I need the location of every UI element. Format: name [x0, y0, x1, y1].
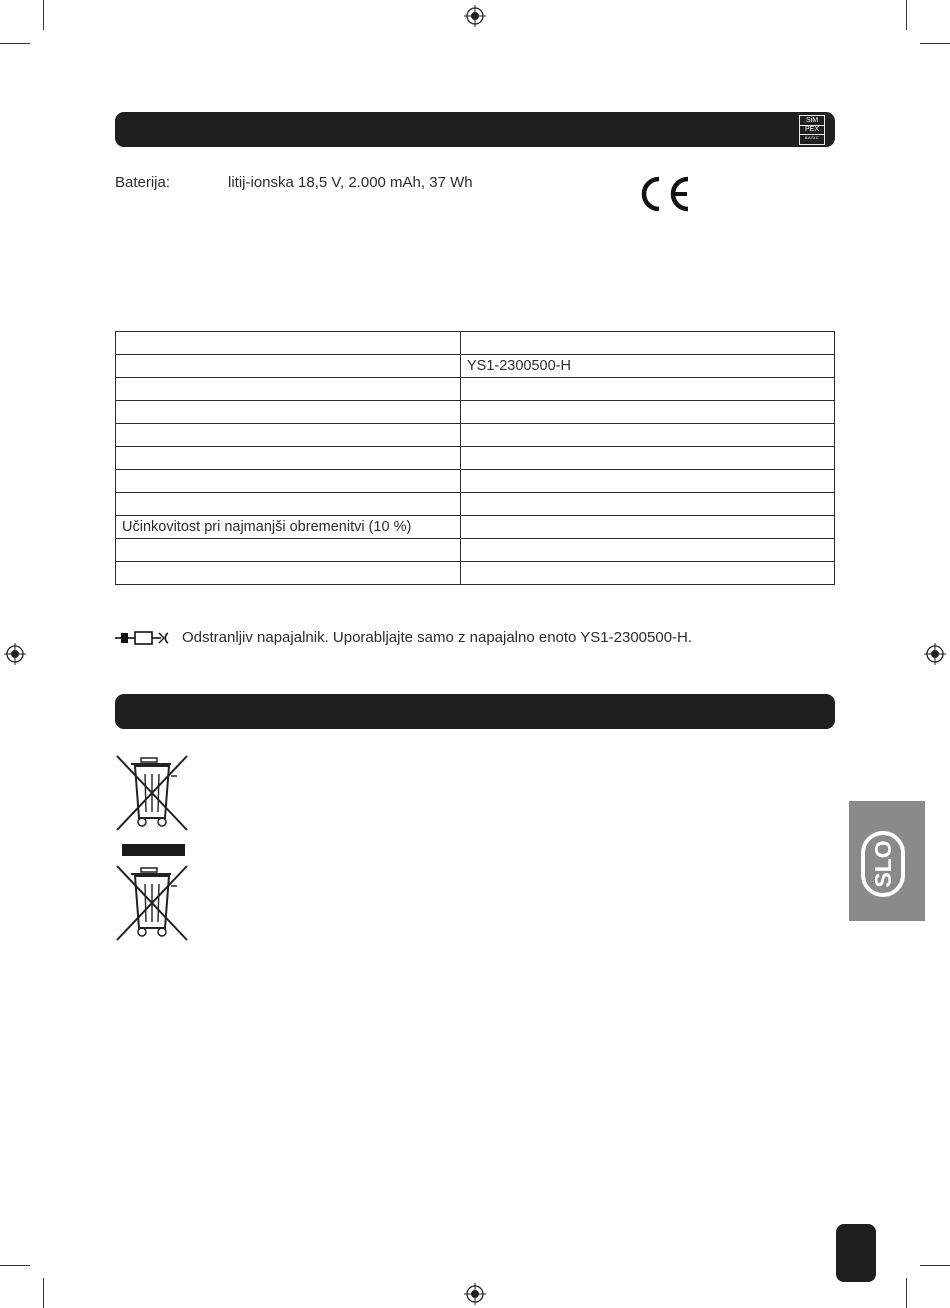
crossed-bin-icon — [115, 864, 191, 944]
table-cell — [461, 378, 835, 401]
language-code: SLO — [870, 840, 896, 888]
table-cell — [461, 493, 835, 516]
registration-mark-icon — [4, 643, 26, 665]
table-row — [116, 516, 835, 539]
adapter-note: Odstranljiv napajalnik. Uporabljajte samo z napajalno enoto YS1-2300500-H. — [182, 629, 693, 646]
crop-mark — [906, 0, 907, 30]
table-row — [116, 401, 835, 424]
table-cell — [116, 470, 461, 493]
battery-label: Baterija: — [115, 174, 171, 191]
crop-mark — [0, 1265, 30, 1266]
table-cell — [116, 424, 461, 447]
crop-mark — [920, 1265, 950, 1266]
page-number-tab — [836, 1224, 876, 1282]
table-row — [116, 562, 835, 585]
language-tab — [849, 801, 925, 921]
registration-mark-icon — [464, 5, 486, 27]
table-cell — [461, 401, 835, 424]
table-row — [116, 493, 835, 516]
table-cell: Učinkovitost pri najmanjši obremenitvi (10 %) — [116, 516, 461, 539]
table-row — [116, 332, 835, 355]
table-cell — [116, 332, 461, 355]
table-cell — [461, 516, 835, 539]
table-row — [116, 470, 835, 493]
separate-collection-bar — [122, 844, 185, 856]
table-cell — [116, 447, 461, 470]
brand-logo-line3: BASIC — [804, 135, 820, 140]
brand-logo-line1: SiM — [800, 116, 824, 126]
table-cell: YS1-2300500-H — [461, 355, 835, 378]
language-tab-graphic — [849, 801, 925, 921]
registration-mark-icon — [464, 1283, 486, 1305]
table-cell — [461, 562, 835, 585]
table-cell — [116, 562, 461, 585]
crop-mark — [43, 0, 44, 30]
section-header-bar — [115, 694, 835, 729]
table-row — [116, 355, 835, 378]
table-cell — [461, 539, 835, 562]
crop-mark — [43, 1278, 44, 1308]
table-cell — [116, 355, 461, 378]
table-cell — [116, 378, 461, 401]
table-row — [116, 378, 835, 401]
table-cell — [461, 332, 835, 355]
brand-logo — [799, 115, 825, 145]
battery-value: litij-ionska 18,5 V, 2.000 mAh, 37 Wh — [228, 174, 473, 191]
table-cell — [461, 447, 835, 470]
table-cell — [461, 470, 835, 493]
table-row — [116, 539, 835, 562]
table-cell — [116, 539, 461, 562]
brand-logo-line2: PEX — [800, 126, 824, 135]
adapter-symbol-icon — [115, 630, 171, 646]
table-row — [116, 424, 835, 447]
registration-mark-icon — [924, 643, 946, 665]
crossed-bin-icon — [115, 754, 191, 834]
table-cell — [116, 493, 461, 516]
ce-mark-icon — [638, 175, 694, 213]
crop-mark — [906, 1278, 907, 1308]
crop-mark — [0, 43, 30, 44]
table-cell — [461, 424, 835, 447]
table-row — [116, 447, 835, 470]
table-cell — [116, 401, 461, 424]
section-header-bar — [115, 112, 835, 147]
crop-mark — [920, 43, 950, 44]
specification-table — [115, 331, 835, 585]
